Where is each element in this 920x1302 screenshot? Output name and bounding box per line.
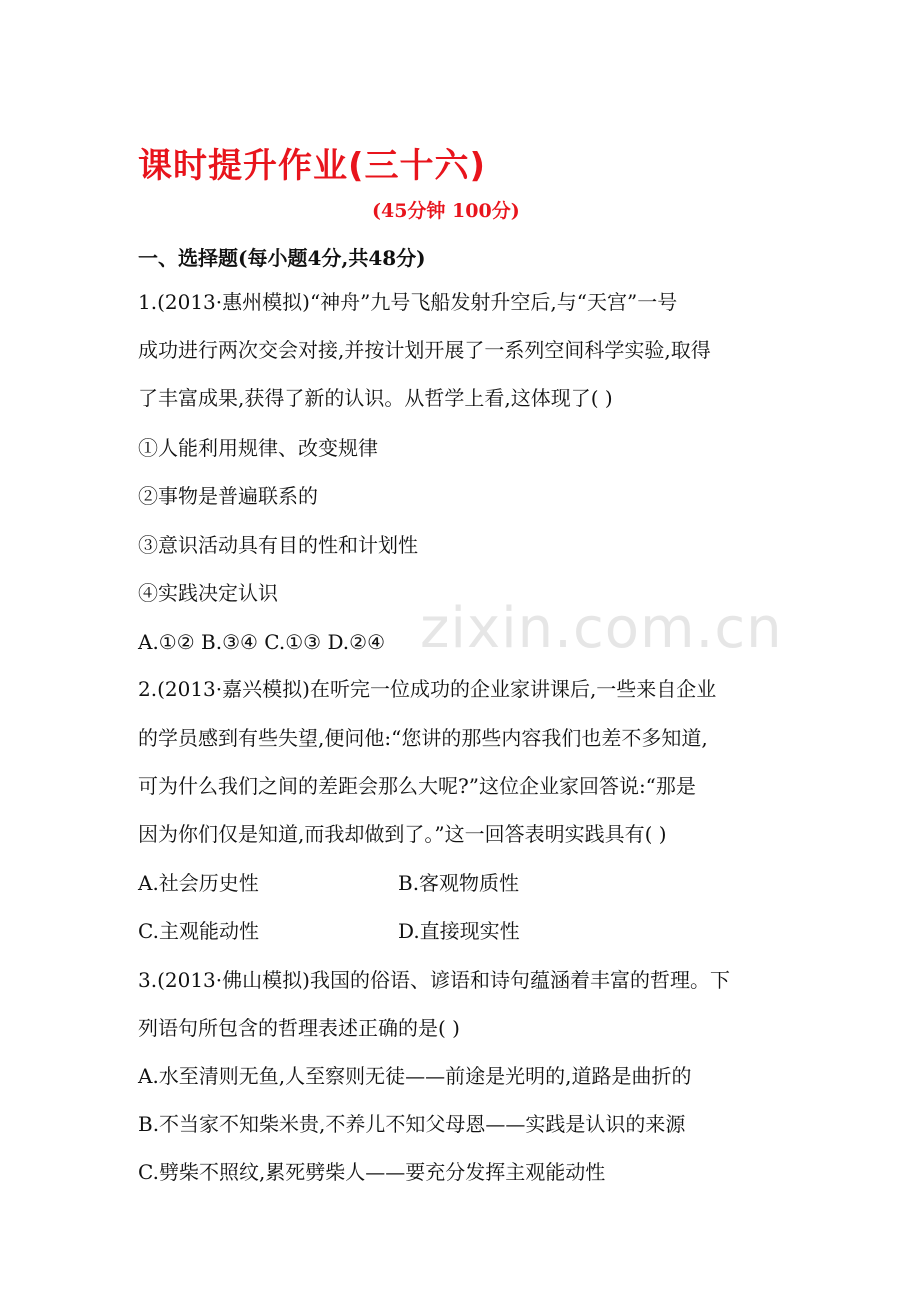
time-score-subtitle: (45分钟 100分) <box>372 200 520 222</box>
question-2-option-c: C.主观能动性 <box>138 919 259 943</box>
question-2-option-b: B.客观物质性 <box>398 871 520 895</box>
page-title: 课时提升作业(三十六) <box>138 146 487 186</box>
question-1-statement-3: ③意识活动具有目的性和计划性 <box>138 533 418 557</box>
question-1-line-3: 了丰富成果,获得了新的认识。从哲学上看,这体现了( ) <box>138 386 613 410</box>
question-2-line-4: 因为你们仅是知道,而我却做到了。”这一回答表明实践具有( ) <box>138 822 667 846</box>
question-3-option-c: C.劈柴不照纹,累死劈柴人——要充分发挥主观能动性 <box>138 1160 606 1184</box>
question-1-statement-1: ①人能利用规律、改变规律 <box>138 436 378 460</box>
question-2-option-d: D.直接现实性 <box>398 919 520 943</box>
question-3-line-1: 3.(2013·佛山模拟)我国的俗语、谚语和诗句蕴涵着丰富的哲理。下 <box>138 968 730 992</box>
question-2-line-2: 的学员感到有些失望,便问他:“您讲的那些内容我们也差不多知道, <box>138 726 708 750</box>
question-3-line-2: 列语句所包含的哲理表述正确的是( ) <box>138 1016 460 1040</box>
question-2-line-1: 2.(2013·嘉兴模拟)在听完一位成功的企业家讲课后,一些来自企业 <box>138 677 717 701</box>
question-1-line-1: 1.(2013·惠州模拟)“神舟”九号飞船发射升空后,与“天宫”一号 <box>138 290 678 314</box>
question-3-option-b: B.不当家不知柴米贵,不养儿不知父母恩——实践是认识的来源 <box>138 1112 686 1136</box>
question-2-option-a: A.社会历史性 <box>138 871 259 895</box>
question-1-statement-4: ④实践决定认识 <box>138 581 278 605</box>
question-3-option-a: A.水至清则无鱼,人至察则无徒——前途是光明的,道路是曲折的 <box>138 1064 692 1088</box>
section-heading: 一、选择题(每小题4分,共48分) <box>138 246 426 270</box>
question-1-line-2: 成功进行两次交会对接,并按计划开展了一系列空间科学实验,取得 <box>138 338 711 362</box>
question-2-line-3: 可为什么我们之间的差距会那么大呢?”这位企业家回答说:“那是 <box>138 774 696 798</box>
question-1-options: A.①② B.③④ C.①③ D.②④ <box>138 630 385 654</box>
question-1-statement-2: ②事物是普遍联系的 <box>138 484 318 508</box>
site-watermark: zixin.com.cn <box>420 596 783 661</box>
